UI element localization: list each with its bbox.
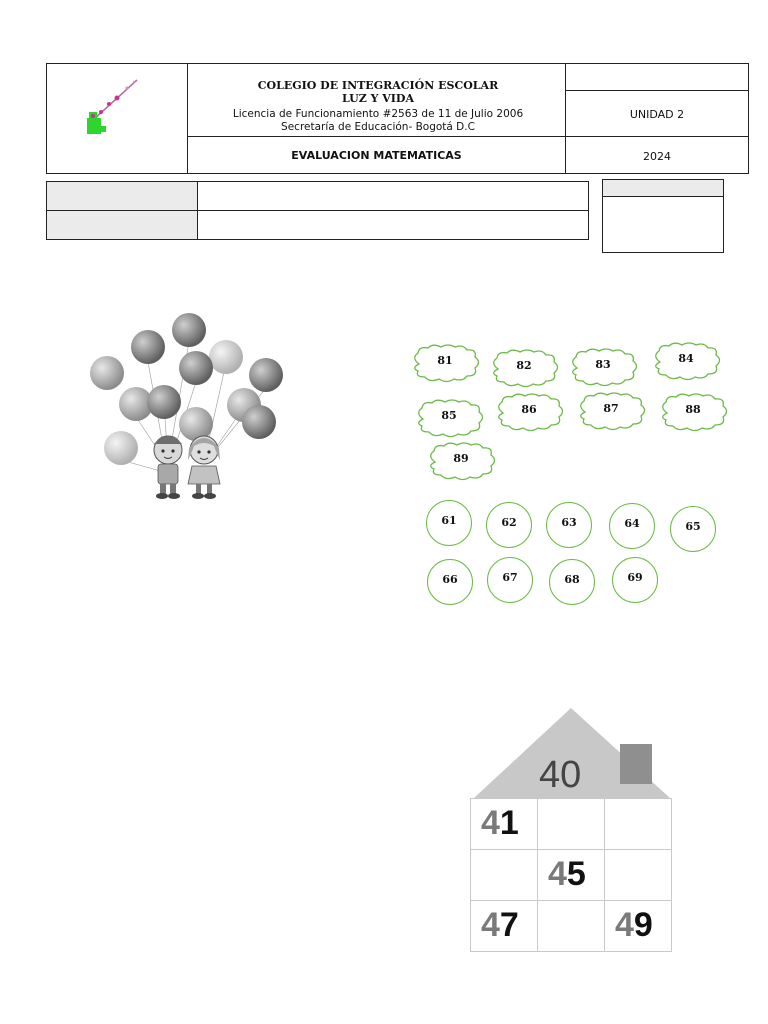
cloud-number: 84 (678, 352, 694, 365)
secretaria-text: Secretaría de Educación- Bogotá D.C (281, 121, 475, 133)
number-circle (487, 557, 533, 603)
field-input-2[interactable] (197, 210, 589, 240)
school-name: COLEGIO DE INTEGRACIÓN ESCOLAR (257, 79, 499, 92)
cloud-number: 88 (685, 403, 701, 416)
house-cell-number: 41 (481, 804, 519, 842)
cloud-number: 89 (453, 452, 469, 465)
field-label-2 (46, 210, 198, 240)
circle-number: 66 (442, 573, 458, 586)
number-cloud (566, 348, 640, 388)
circle-number: 68 (564, 573, 580, 586)
number-cloud (487, 349, 561, 389)
number-house (470, 706, 672, 952)
circle-number: 69 (627, 571, 643, 584)
number-cloud (424, 442, 498, 482)
house-cell-filled (470, 798, 538, 850)
house-cell-empty (604, 849, 672, 901)
circle-number: 65 (685, 520, 701, 533)
cloud-number: 81 (437, 354, 453, 367)
field-input-1[interactable] (197, 181, 589, 211)
school-motto: LUZ Y VIDA (341, 92, 415, 105)
cloud-number: 87 (603, 402, 619, 415)
number-circle (546, 502, 592, 548)
cloud-number: 86 (521, 403, 537, 416)
cloud-number: 82 (516, 359, 532, 372)
house-cell-filled (537, 849, 605, 901)
house-number-grid (470, 798, 670, 950)
number-circle (486, 502, 532, 548)
grade-box (602, 179, 724, 253)
year-label: 2024 (643, 150, 671, 163)
roof-number: 40 (539, 754, 582, 796)
number-cloud (412, 399, 486, 439)
house-cell-empty (537, 798, 605, 850)
house-cell-filled (604, 900, 672, 952)
house-cell-filled (470, 900, 538, 952)
house-cell-empty (537, 900, 605, 952)
balloons-children-illustration (86, 312, 286, 502)
house-cell-empty (470, 849, 538, 901)
number-circle (426, 500, 472, 546)
number-cloud (649, 342, 723, 382)
unit-label: UNIDAD 2 (629, 108, 685, 121)
circle-number: 62 (501, 516, 517, 529)
circle-number: 63 (561, 516, 577, 529)
field-label-1 (46, 181, 198, 211)
cloud-number: 83 (595, 358, 611, 371)
number-circle (549, 559, 595, 605)
house-cell-empty (604, 798, 672, 850)
house-cell-number: 45 (548, 855, 586, 893)
number-cloud (408, 344, 482, 384)
number-circle (427, 559, 473, 605)
circle-number: 67 (502, 571, 518, 584)
license-text: Licencia de Funcionamiento #2563 de 11 de Julio 2006 (232, 108, 524, 120)
number-cloud (492, 393, 566, 433)
school-header-table (46, 63, 749, 174)
house-cell-number: 47 (481, 906, 519, 944)
number-cloud (656, 393, 730, 433)
circle-number: 64 (624, 517, 640, 530)
school-logo (79, 74, 149, 138)
number-circle (612, 557, 658, 603)
number-cloud (574, 392, 648, 432)
circle-number: 61 (441, 514, 457, 527)
cloud-number: 85 (441, 409, 457, 422)
number-circle (609, 503, 655, 549)
evaluation-title: EVALUACION MATEMATICAS (291, 149, 462, 162)
number-circle (670, 506, 716, 552)
house-cell-number: 49 (615, 906, 653, 944)
